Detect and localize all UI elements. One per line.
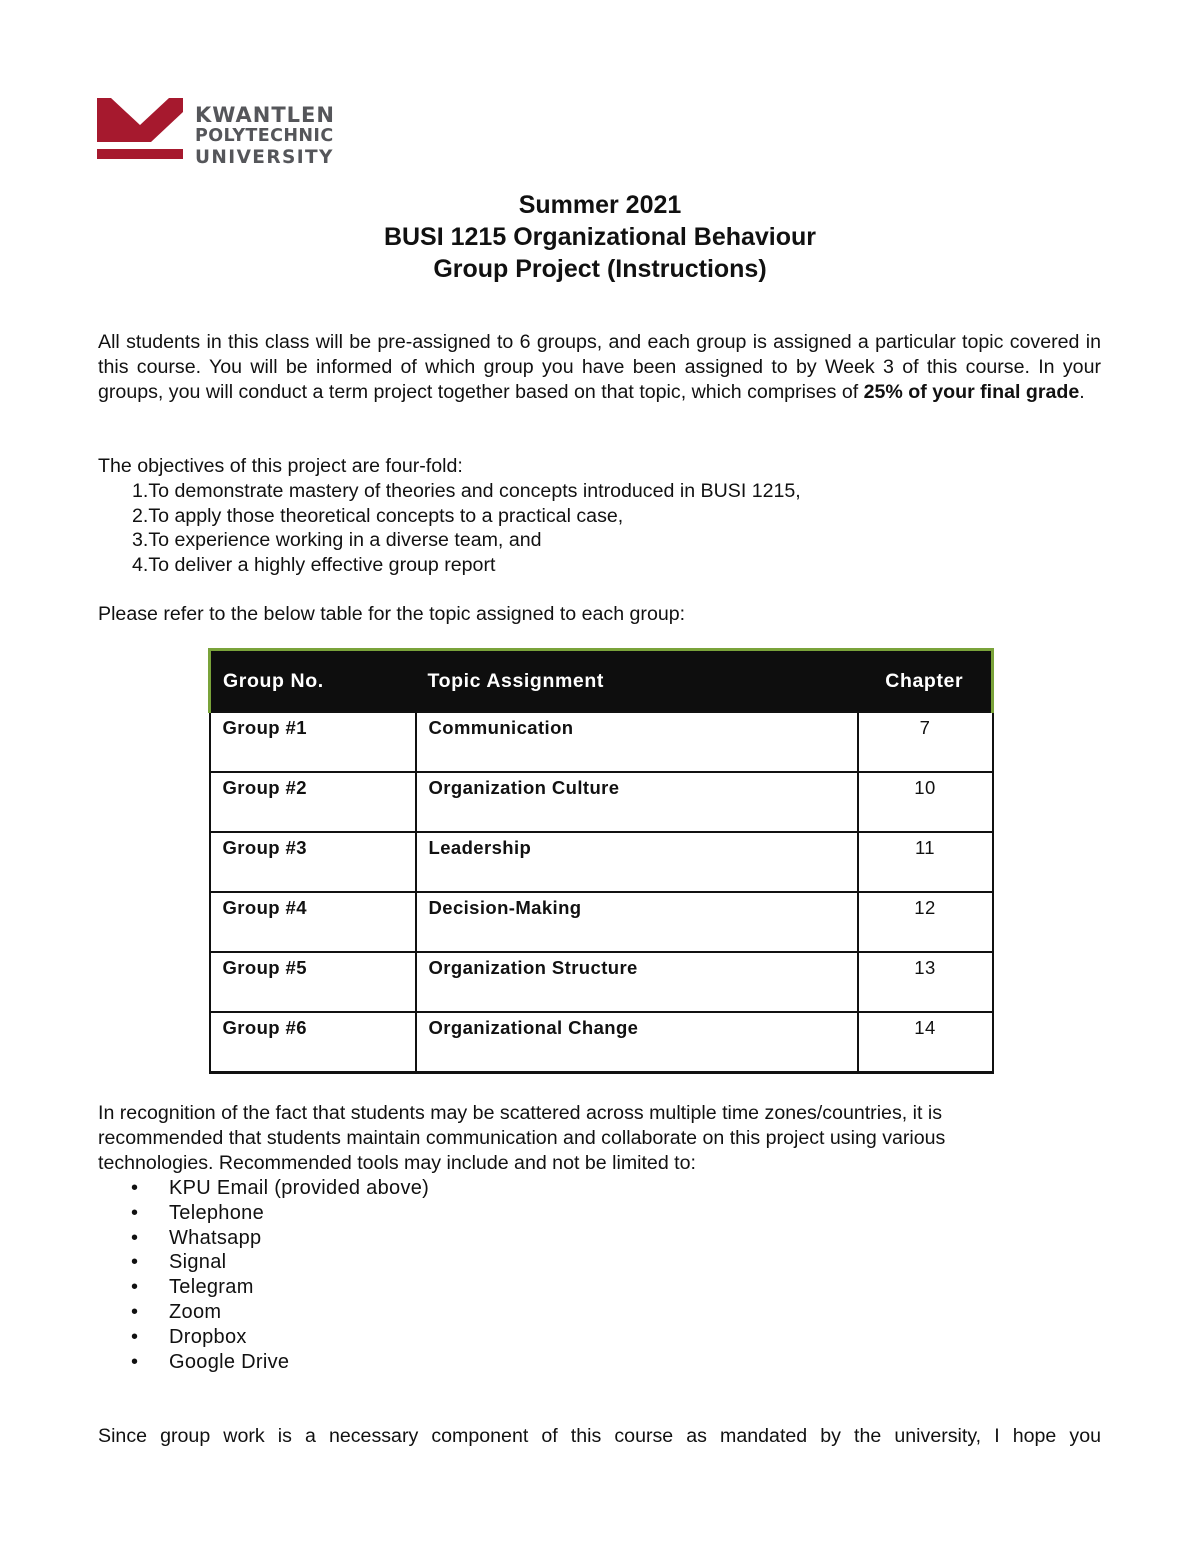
objective-item: 4.To deliver a highly effective group report	[132, 553, 496, 576]
table-row	[210, 772, 993, 832]
tool-item: • KPU Email (provided above)	[128, 1176, 429, 1201]
recognition-paragraph: In recognition of the fact that students may be scattered across multiple time zones/countries, it is recommended that students maintain communication and collaborate on this project using various technologies. Recommended tools may include and not be limited to:	[98, 1102, 946, 1174]
tool-item: • Google Drive	[128, 1350, 429, 1375]
table-intro: Please refer to the below table for the topic assigned to each group:	[98, 603, 686, 625]
logo-wordmark	[195, 105, 335, 168]
tool-item: • Signal	[128, 1250, 429, 1275]
logo-line-2: POLYTECHNIC	[195, 126, 334, 146]
table-row	[210, 832, 993, 892]
objectives-heading: The objectives of this project are four-fold:	[98, 455, 463, 477]
objective-item: 1.To demonstrate mastery of theories and concepts introduced in BUSI 1215,	[132, 480, 801, 502]
title-term: Summer 2021	[518, 191, 682, 219]
cell-chapter: 7	[858, 712, 993, 772]
cell-chapter: 10	[858, 772, 993, 832]
cell-group: Group #2	[210, 772, 416, 832]
cell-chapter: 14	[858, 1012, 993, 1073]
objectives-list	[98, 479, 801, 577]
cell-group: Group #6	[210, 1012, 416, 1073]
tool-item: • Whatsapp	[128, 1226, 429, 1251]
cell-topic: Decision-Making	[416, 892, 858, 952]
intro-end: .	[1079, 380, 1085, 403]
closing-paragraph: Since group work is a necessary component of this course as mandated by the university, I hope you	[98, 1425, 1101, 1447]
table-row	[210, 1012, 993, 1073]
logo-line-1: KWANTLEN	[195, 103, 335, 127]
tool-item: • Zoom	[128, 1300, 429, 1325]
cell-topic: Communication	[416, 712, 858, 772]
cell-topic: Organization Structure	[416, 952, 858, 1012]
cell-topic: Organization Culture	[416, 772, 858, 832]
cell-chapter: 13	[858, 952, 993, 1012]
table-row	[210, 892, 993, 952]
kpu-k-logo-icon	[97, 98, 183, 163]
header-chapter: Chapter	[858, 650, 993, 713]
cell-group: Group #4	[210, 892, 416, 952]
tool-item: • Telephone	[128, 1201, 429, 1226]
cell-chapter: 11	[858, 832, 993, 892]
table-row	[210, 952, 993, 1012]
cell-group: Group #3	[210, 832, 416, 892]
cell-topic: Leadership	[416, 832, 858, 892]
cell-topic: Organizational Change	[416, 1012, 858, 1073]
logo-line-3: UNIVERSITY	[195, 147, 334, 168]
cell-group: Group #5	[210, 952, 416, 1012]
title-course: BUSI 1215 Organizational Behaviour	[383, 223, 817, 251]
intro-text: All students in this class will be pre-assigned to 6 groups, and each group is assigned a particular topic covered in this course. You will be informed of which group you have been assigned to by Week 3 of this course. In your groups, you will conduct a term project together based on that topic, which comprises of	[98, 331, 1101, 403]
university-logo	[97, 98, 335, 168]
header-group-no: Group No.	[210, 650, 416, 713]
table-row	[210, 712, 993, 772]
cell-group: Group #1	[210, 712, 416, 772]
intro-paragraph	[98, 330, 1101, 404]
document-title	[0, 189, 1200, 285]
cell-chapter: 12	[858, 892, 993, 952]
tool-item: • Dropbox	[128, 1325, 429, 1350]
intro-grade-weight: 25% of your final grade	[863, 380, 1080, 403]
title-project: Group Project (Instructions)	[433, 255, 767, 283]
topic-assignment-table	[208, 648, 994, 1074]
tools-list	[128, 1176, 429, 1374]
table-header-row	[210, 650, 993, 713]
objective-item: 2.To apply those theoretical concepts to a practical case,	[132, 504, 624, 527]
tool-item: • Telegram	[128, 1275, 429, 1300]
header-topic: Topic Assignment	[416, 650, 858, 713]
objective-item: 3.To experience working in a diverse team, and	[132, 529, 542, 552]
